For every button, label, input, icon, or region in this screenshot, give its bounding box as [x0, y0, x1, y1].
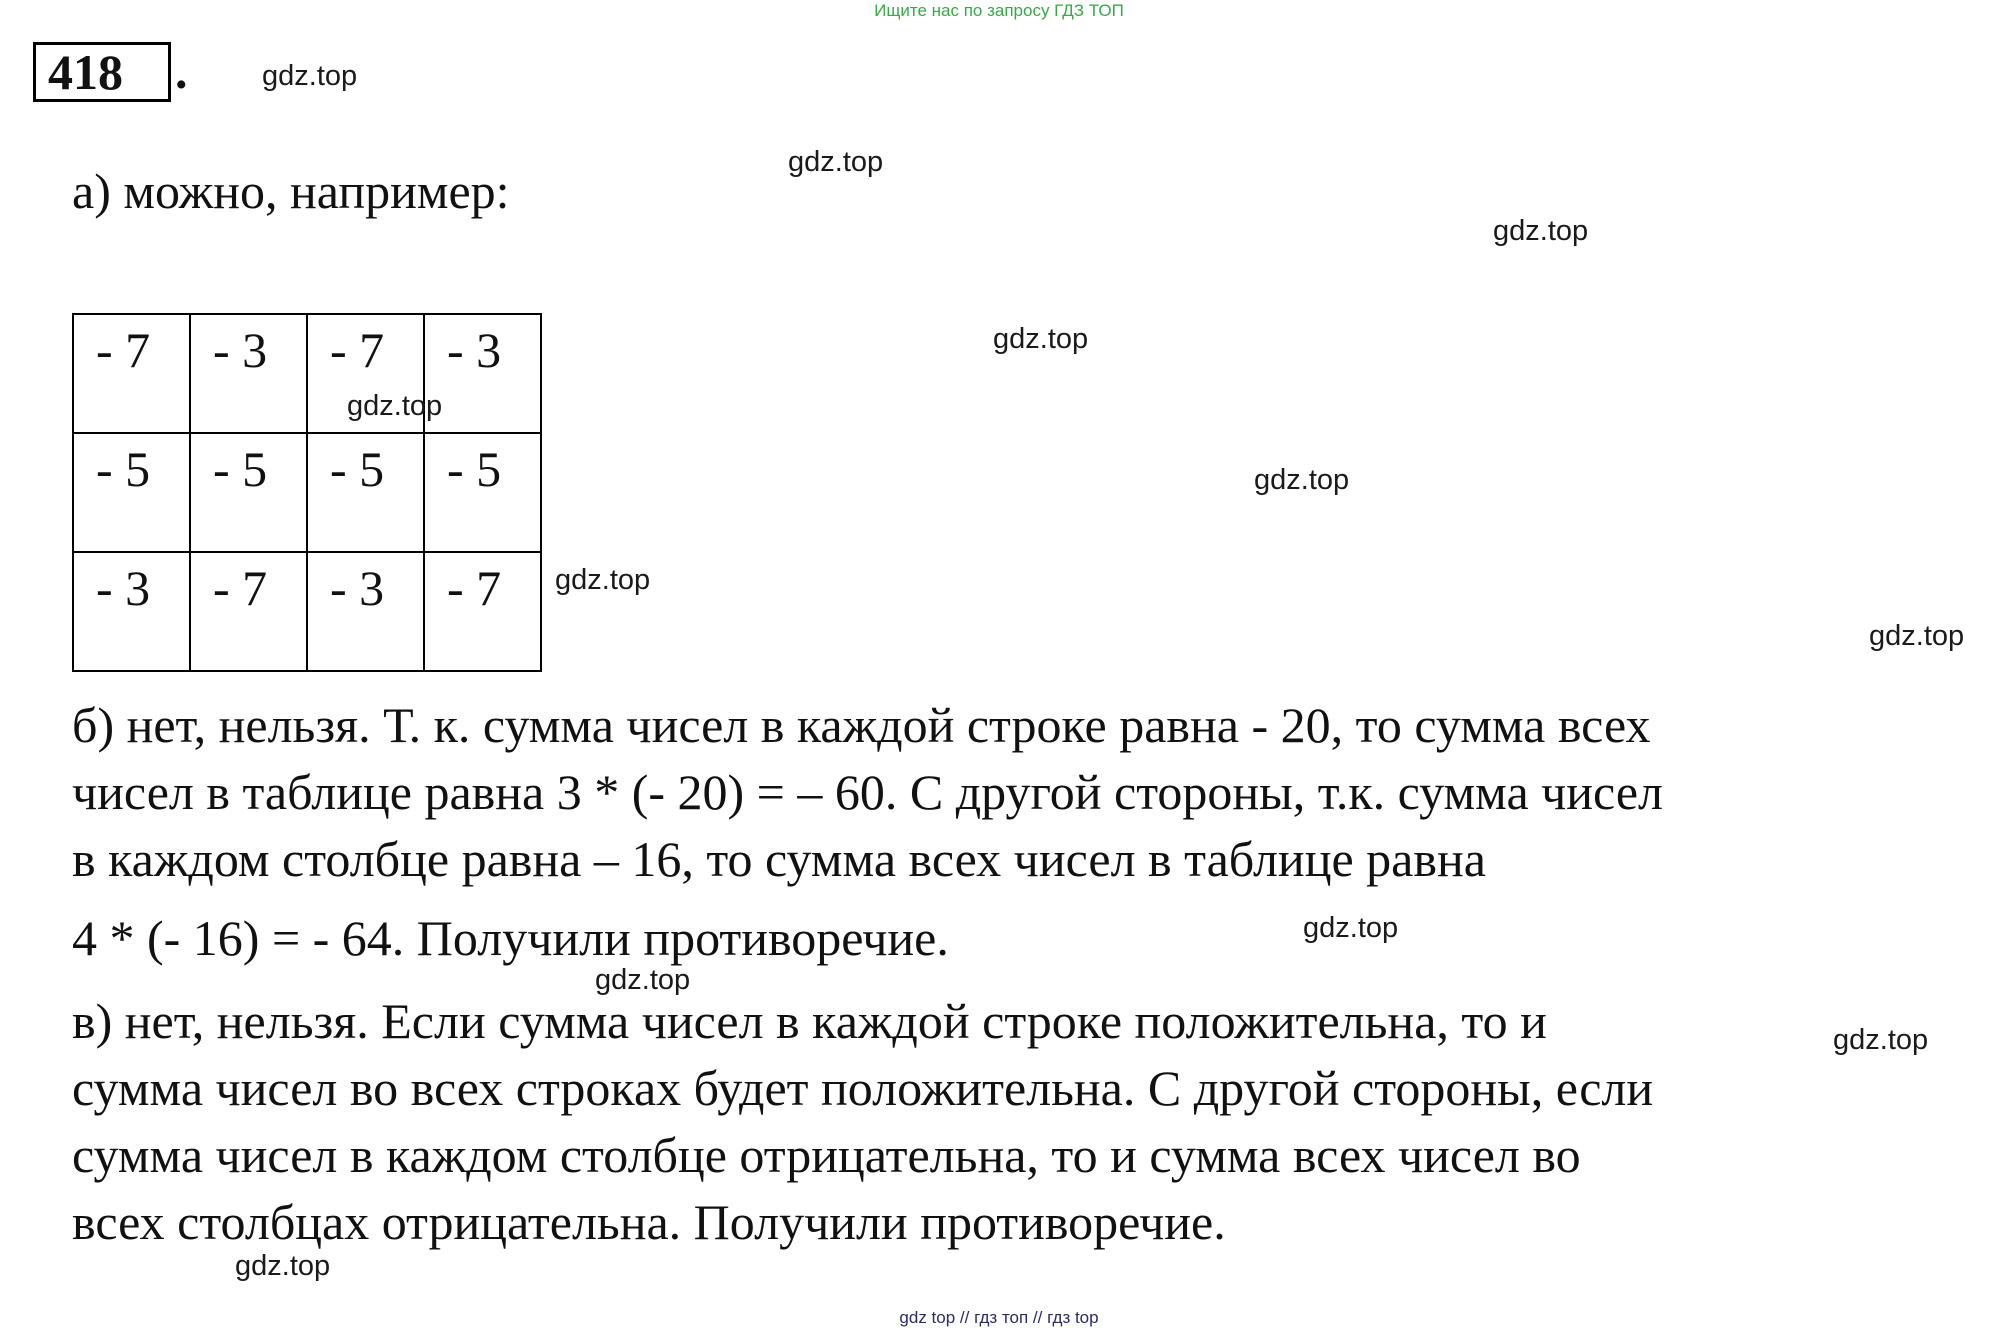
table-cell: - 5	[424, 433, 541, 552]
table-cell: - 3	[190, 314, 307, 433]
table-cell: - 7	[307, 314, 424, 433]
example-table	[72, 313, 542, 672]
table-cell: - 7	[424, 552, 541, 671]
watermark: gdz.top	[788, 146, 884, 178]
watermark: gdz.top	[262, 60, 358, 92]
footer-links: gdz top // гдз топ // гдз top	[899, 1308, 1099, 1327]
table-cell: - 7	[73, 314, 190, 433]
table-cell: - 5	[307, 433, 424, 552]
watermark: gdz.top	[595, 964, 691, 996]
task-number-box	[33, 42, 171, 102]
table-cell: - 5	[190, 433, 307, 552]
table-cell: - 3	[307, 552, 424, 671]
part-v-line: сумма чисел в каждом столбце отрицательна, то и сумма всех чисел во	[72, 1127, 1581, 1183]
part-b-line: чисел в таблице равна 3 * (- 20) = – 60. С другой стороны, т.к. сумма чисел	[72, 764, 1663, 820]
watermark: gdz.top	[1869, 620, 1965, 652]
task-number-dot: .	[175, 43, 188, 99]
part-b-line: в каждом столбце равна – 16, то сумма всех чисел в таблице равна	[72, 831, 1486, 887]
table-row	[73, 314, 541, 433]
table-row	[73, 433, 541, 552]
table-cell: - 3	[73, 552, 190, 671]
part-v-line: в) нет, нельзя. Если сумма чисел в каждой строке положительна, то и	[72, 993, 1547, 1049]
part-a-heading: а) можно, например:	[72, 163, 510, 219]
watermark: gdz.top	[347, 390, 443, 422]
part-b-line: 4 * (- 16) = - 64. Получили противоречие.	[72, 910, 949, 966]
part-b-line: б) нет, нельзя. Т. к. сумма чисел в каждой строке равна - 20, то сумма всех	[72, 697, 1651, 753]
top-banner: Ищите нас по запросу ГДЗ ТОП	[874, 1, 1124, 20]
table-cell: - 3	[424, 314, 541, 433]
watermark: gdz.top	[1833, 1024, 1929, 1056]
watermark: gdz.top	[993, 323, 1089, 355]
task-number: 418	[48, 44, 123, 100]
part-v-line: всех столбцах отрицательна. Получили противоречие.	[72, 1194, 1226, 1250]
part-v-line: сумма чисел во всех строках будет положительна. С другой стороны, если	[72, 1060, 1654, 1116]
watermark: gdz.top	[235, 1250, 331, 1282]
watermark: gdz.top	[555, 564, 651, 596]
table-row	[73, 552, 541, 671]
table-cell: - 5	[73, 433, 190, 552]
watermark: gdz.top	[1303, 912, 1399, 944]
watermark: gdz.top	[1493, 215, 1589, 247]
watermark: gdz.top	[1254, 464, 1350, 496]
table-cell: - 7	[190, 552, 307, 671]
